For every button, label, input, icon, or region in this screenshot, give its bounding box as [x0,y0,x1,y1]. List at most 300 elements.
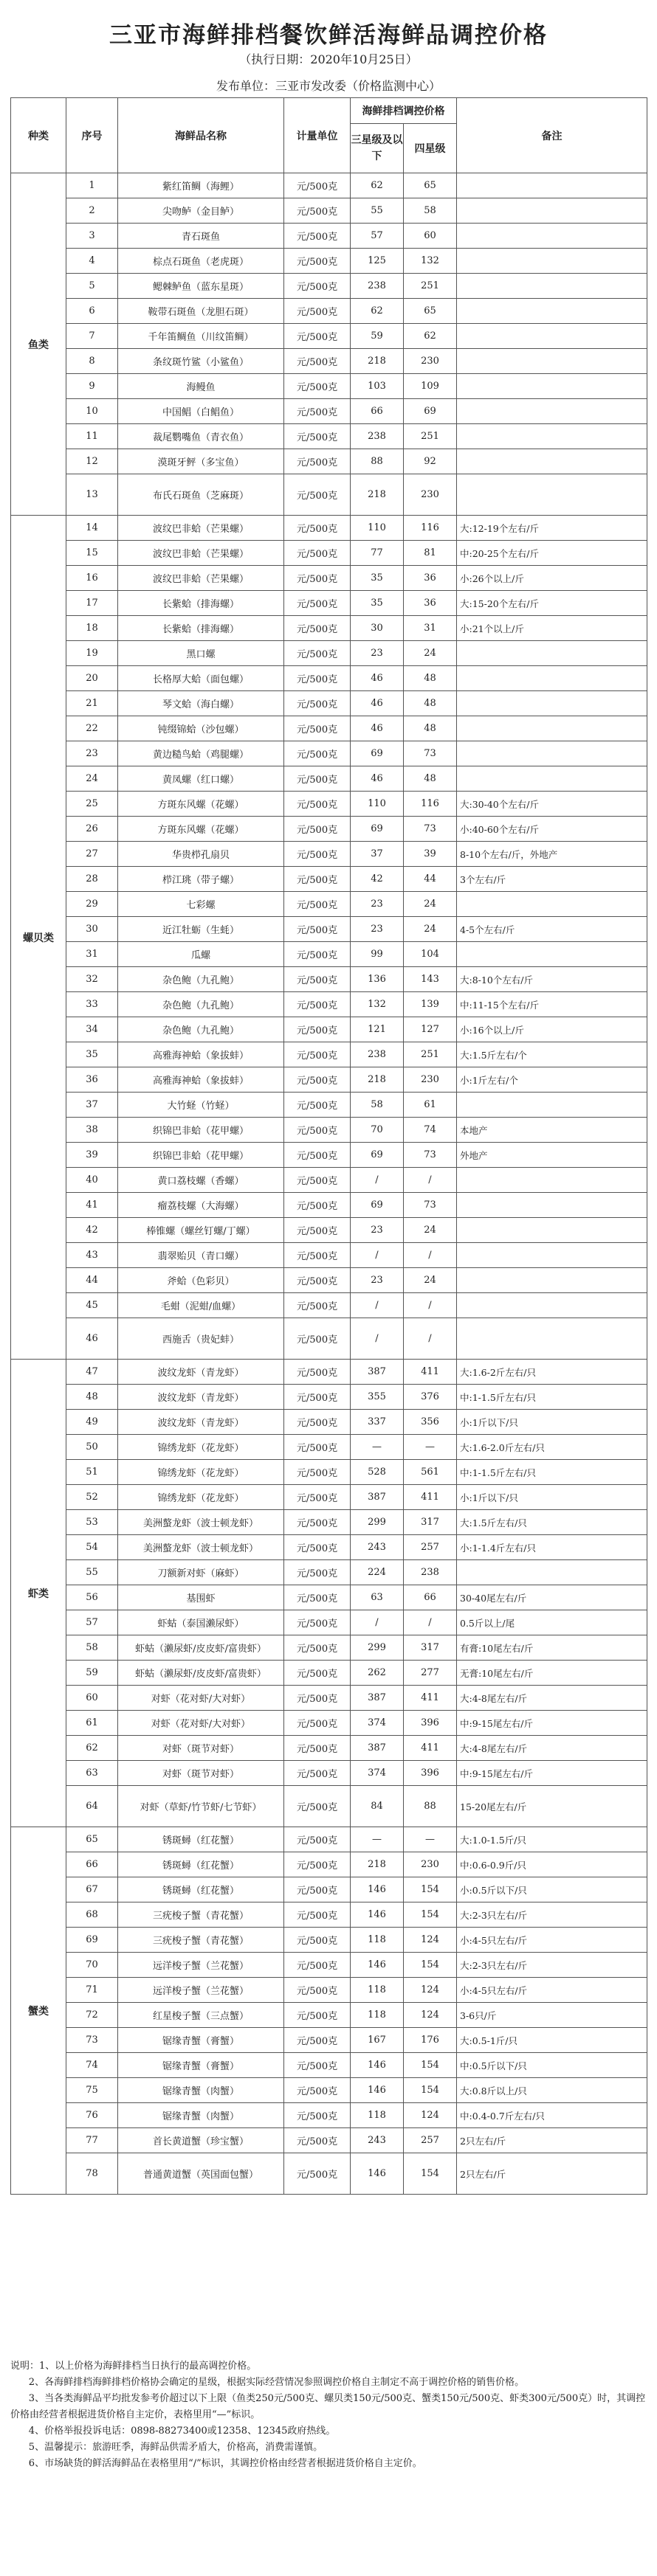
price-tier3: 218 [351,474,404,516]
table-row [11,1168,647,1193]
price-tier4: 124 [404,2103,457,2128]
unit-cell: 元/500克 [284,867,351,892]
row-number: 49 [66,1410,118,1435]
price-tier3: 69 [351,1143,404,1168]
price-tier3: 125 [351,249,404,274]
unit-cell: 元/500克 [284,1902,351,1928]
note-line: 5、温馨提示：旅游旺季，海鲜品供需矛盾大，价格高，消费需谨慎。 [10,2442,323,2453]
category-cell: 鱼类 [11,173,66,516]
price-tier4: 127 [404,1017,457,1042]
price-tier4: 411 [404,1485,457,1510]
publisher: 发布单位：三亚市发改委（价格监测中心） [216,79,441,93]
row-number: 5 [66,274,118,299]
item-name: 锯缘青蟹（膏蟹） [118,2053,284,2078]
row-number: 37 [66,1093,118,1118]
row-number: 2 [66,198,118,224]
price-tier3: 299 [351,1635,404,1661]
row-number: 66 [66,1852,118,1877]
table-row [11,198,647,224]
unit-cell: 元/500克 [284,1067,351,1093]
unit-cell: 元/500克 [284,1786,351,1827]
note-cell: 有膏:10尾左右/斤 [457,1635,647,1661]
row-number: 56 [66,1585,118,1610]
item-name: 波纹龙虾（青龙虾） [118,1410,284,1435]
item-name: 锦绣龙虾（花龙虾） [118,1485,284,1510]
price-tier3: 63 [351,1585,404,1610]
price-tier4: 251 [404,424,457,449]
note-cell: 中:11-15个左右/斤 [457,992,647,1017]
category-cell: 螺贝类 [11,516,66,1360]
price-tier4: 65 [404,299,457,324]
unit-cell: 元/500克 [284,1385,351,1410]
unit-cell: 元/500克 [284,274,351,299]
item-name: 锈斑蟳（红花蟹） [118,1827,284,1852]
table-row [11,374,647,399]
item-name: 黑口螺 [118,641,284,666]
item-name: 钝缀锦蛤（沙包螺） [118,716,284,741]
unit-cell: 元/500克 [284,2103,351,2128]
table-row [11,1661,647,1686]
table-row [11,1535,647,1560]
row-number: 28 [66,867,118,892]
note-cell [457,299,647,324]
unit-cell: 元/500克 [284,474,351,516]
unit-cell: 元/500克 [284,1928,351,1953]
note-cell: 小:40-60个左右/斤 [457,817,647,842]
table-row [11,349,647,374]
table-row [11,224,647,249]
row-number: 14 [66,516,118,541]
price-tier4: 48 [404,716,457,741]
unit-cell: 元/500克 [284,1560,351,1585]
price-tier4: 124 [404,2003,457,2028]
price-table [10,97,647,2195]
row-number: 30 [66,917,118,942]
item-name: 高雅海神蛤（象拔蚌） [118,1042,284,1067]
note-cell: 大:30-40个左右/斤 [457,792,647,817]
note-cell [457,741,647,766]
item-name: 锦绣龙虾（花龙虾） [118,1435,284,1460]
table-row [11,591,647,616]
row-number: 17 [66,591,118,616]
row-number: 68 [66,1902,118,1928]
price-tier4: 154 [404,2153,457,2195]
note-cell [457,1268,647,1293]
price-tier4: 48 [404,666,457,691]
price-tier4: 277 [404,1661,457,1686]
table-row [11,1385,647,1410]
table-row [11,1635,647,1661]
header-no: 序号 [66,98,118,173]
table-row [11,474,647,516]
unit-cell: 元/500克 [284,324,351,349]
price-tier3: 35 [351,566,404,591]
table-row [11,1877,647,1902]
item-name: 远洋梭子蟹（兰花蟹） [118,1978,284,2003]
unit-cell: 元/500克 [284,198,351,224]
table-row [11,1610,647,1635]
price-tier3: / [351,1318,404,1360]
table-row [11,1293,647,1318]
unit-cell: 元/500克 [284,173,351,198]
price-tier4: 24 [404,1268,457,1293]
price-tier4: 74 [404,1118,457,1143]
table-row [11,2028,647,2053]
price-tier3: 62 [351,173,404,198]
item-name: 基围虾 [118,1585,284,1610]
price-tier3: 132 [351,992,404,1017]
price-tier3: 218 [351,1852,404,1877]
table-row [11,424,647,449]
price-tier4: 396 [404,1761,457,1786]
note-cell [457,198,647,224]
price-tier4: 317 [404,1510,457,1535]
unit-cell: 元/500克 [284,1360,351,1385]
item-name: 对虾（花对虾/大对虾） [118,1686,284,1711]
note-cell: 中:0.5斤以下/只 [457,2053,647,2078]
header-note: 备注 [457,98,647,173]
price-tier4: 73 [404,1193,457,1218]
price-tier4: 396 [404,1711,457,1736]
table-row [11,616,647,641]
note-cell: 中:0.4-0.7斤左右/只 [457,2103,647,2128]
table-row [11,1193,647,1218]
item-name: 美洲螯龙虾（波士顿龙虾） [118,1535,284,1560]
table-row [11,867,647,892]
price-tier3: 57 [351,224,404,249]
item-name: 远洋梭子蟹（兰花蟹） [118,1953,284,1978]
row-number: 47 [66,1360,118,1385]
note-cell: 大:4-8尾左右/斤 [457,1736,647,1761]
table-row [11,173,647,198]
price-tier4: 257 [404,1535,457,1560]
table-row [11,2078,647,2103]
row-number: 6 [66,299,118,324]
unit-cell: 元/500克 [284,616,351,641]
item-name: 虾蛄（濑尿虾/皮皮虾/富贵虾） [118,1661,284,1686]
table-row [11,1268,647,1293]
price-tier4: 73 [404,741,457,766]
table-row [11,1560,647,1585]
table-row [11,1510,647,1535]
table-row [11,1928,647,1953]
unit-cell: 元/500克 [284,641,351,666]
unit-cell: 元/500克 [284,666,351,691]
unit-cell: 元/500克 [284,1143,351,1168]
item-name: 青石斑鱼 [118,224,284,249]
unit-cell: 元/500克 [284,2028,351,2053]
price-tier3: 146 [351,1953,404,1978]
price-tier4: 109 [404,374,457,399]
note-cell [457,249,647,274]
note-cell: 中:1-1.5斤左右/只 [457,1460,647,1485]
unit-cell: 元/500克 [284,1510,351,1535]
unit-cell: 元/500克 [284,566,351,591]
price-tier3: 46 [351,766,404,792]
note-cell [457,224,647,249]
row-number: 51 [66,1460,118,1485]
price-tier3: 136 [351,967,404,992]
table-row [11,449,647,474]
table-row [11,1485,647,1510]
item-name: 对虾（斑节对虾） [118,1761,284,1786]
item-name: 漠斑牙鲆（多宝鱼） [118,449,284,474]
price-tier4: 73 [404,1143,457,1168]
price-tier4: 230 [404,349,457,374]
note-cell [457,716,647,741]
table-row [11,1953,647,1978]
price-tier4: 73 [404,817,457,842]
item-name: 波纹巴非蛤（芒果螺） [118,566,284,591]
price-tier3: 224 [351,1560,404,1585]
price-tier3: 58 [351,1093,404,1118]
price-tier3: 23 [351,1218,404,1243]
table-row [11,641,647,666]
price-tier4: 60 [404,224,457,249]
table-row [11,2153,647,2195]
table-row [11,1686,647,1711]
table-row [11,1978,647,2003]
price-tier3: 88 [351,449,404,474]
price-tier4: 92 [404,449,457,474]
item-name: 布氏石斑鱼（芝麻斑） [118,474,284,516]
price-tier3: 55 [351,198,404,224]
row-number: 59 [66,1661,118,1686]
price-tier4: — [404,1827,457,1852]
price-tier3: / [351,1610,404,1635]
price-tier3: 374 [351,1711,404,1736]
price-tier3: 243 [351,1535,404,1560]
note-cell: 小:16个以上/斤 [457,1017,647,1042]
unit-cell: 元/500克 [284,424,351,449]
unit-cell: 元/500克 [284,1661,351,1686]
item-name: 对虾（草虾/竹节虾/七节虾） [118,1786,284,1827]
item-name: 三疣梭子蟹（青花蟹） [118,1928,284,1953]
table-row [11,1786,647,1827]
unit-cell: 元/500克 [284,842,351,867]
item-name: 刀额新对虾（麻虾） [118,1560,284,1585]
category-cell: 蟹类 [11,1827,66,2195]
row-number: 9 [66,374,118,399]
row-number: 45 [66,1293,118,1318]
price-tier3: — [351,1435,404,1460]
table-row [11,967,647,992]
price-tier3: 70 [351,1118,404,1143]
item-name: 琴文蛤（海白螺） [118,691,284,716]
row-number: 40 [66,1168,118,1193]
row-number: 11 [66,424,118,449]
price-tier3: 23 [351,641,404,666]
row-number: 21 [66,691,118,716]
note-cell: 大:1.6-2斤左右/只 [457,1360,647,1385]
price-tier4: 230 [404,474,457,516]
note-cell: 8-10个左右/斤，外地产 [457,842,647,867]
note-cell [457,349,647,374]
table-row [11,1736,647,1761]
item-name: 普通黄道蟹（英国面包蟹） [118,2153,284,2195]
price-tier4: 58 [404,198,457,224]
note-cell: 大:1.6-2.0斤左右/只 [457,1435,647,1460]
table-row [11,716,647,741]
item-name: 尖吻鲈（金目鲈） [118,198,284,224]
row-number: 13 [66,474,118,516]
note-cell: 大:2-3只左右/斤 [457,1953,647,1978]
item-name: 波纹龙虾（青龙虾） [118,1360,284,1385]
notes-section [10,2358,647,2472]
note-cell: 大:8-10个左右/斤 [457,967,647,992]
price-tier3: 69 [351,817,404,842]
row-number: 41 [66,1193,118,1218]
note-cell [457,173,647,198]
unit-cell: 元/500克 [284,967,351,992]
price-tier3: 387 [351,1736,404,1761]
unit-cell: 元/500克 [284,1635,351,1661]
table-row [11,1435,647,1460]
unit-cell: 元/500克 [284,1535,351,1560]
unit-cell: 元/500克 [284,1042,351,1067]
row-number: 60 [66,1686,118,1711]
unit-cell: 元/500克 [284,1293,351,1318]
table-row [11,249,647,274]
item-name: 千年笛鲷鱼（川纹笛鲷） [118,324,284,349]
price-tier4: 230 [404,1067,457,1093]
row-number: 65 [66,1827,118,1852]
unit-cell: 元/500克 [284,1585,351,1610]
note-cell: 中:9-15尾左右/斤 [457,1761,647,1786]
item-name: 三疣梭子蟹（青花蟹） [118,1902,284,1928]
item-name: 锯缘青蟹（肉蟹） [118,2103,284,2128]
price-tier4: 48 [404,766,457,792]
unit-cell: 元/500克 [284,1435,351,1460]
table-row [11,792,647,817]
note-cell: 外地产 [457,1143,647,1168]
price-tier3: 146 [351,1902,404,1928]
table-row [11,741,647,766]
table-row [11,1067,647,1093]
note-line: 2、各海鲜排档海鲜排档价格协会确定的星级，根据实际经营情况参照调控价格自主制定不高于调控价格的销售价格。 [10,2377,525,2388]
note-cell [457,474,647,516]
table-row [11,691,647,716]
note-cell: 小:26个以上/斤 [457,566,647,591]
price-tier3: 218 [351,349,404,374]
table-row [11,1460,647,1485]
item-name: 锯缘青蟹（肉蟹） [118,2078,284,2103]
note-cell [457,1318,647,1360]
item-name: 栉江珧（带子螺） [118,867,284,892]
price-tier3: 42 [351,867,404,892]
unit-cell: 元/500克 [284,1953,351,1978]
price-tier4: 139 [404,992,457,1017]
row-number: 72 [66,2003,118,2028]
table-row [11,1017,647,1042]
price-tier4: 176 [404,2028,457,2053]
item-name: 对虾（花对虾/大对虾） [118,1711,284,1736]
unit-cell: 元/500克 [284,792,351,817]
item-name: 锦绣龙虾（花龙虾） [118,1460,284,1485]
row-number: 53 [66,1510,118,1535]
item-name: 斧蛤（色彩贝） [118,1268,284,1293]
row-number: 19 [66,641,118,666]
price-tier3: 146 [351,2078,404,2103]
price-tier4: 69 [404,399,457,424]
price-tier4: 143 [404,967,457,992]
table-row [11,541,647,566]
price-tier3: 243 [351,2128,404,2153]
item-name: 虾蛄（濑尿虾/皮皮虾/富贵虾） [118,1635,284,1661]
unit-cell: 元/500克 [284,2128,351,2153]
price-tier3: 37 [351,842,404,867]
row-number: 4 [66,249,118,274]
price-tier4: 317 [404,1635,457,1661]
row-number: 67 [66,1877,118,1902]
row-number: 15 [66,541,118,566]
unit-cell: 元/500克 [284,1877,351,1902]
note-cell: 4-5个左右/斤 [457,917,647,942]
note-line: 4、价格举报投诉电话：0898-88273400或12358、12345政府热线。 [10,2426,336,2437]
execution-date: （执行日期：2020年10月25日） [239,52,418,66]
row-number: 23 [66,741,118,766]
note-cell [457,274,647,299]
item-name: 锈斑蟳（红花蟹） [118,1852,284,1877]
table-row [11,1902,647,1928]
note-cell [457,324,647,349]
header-tier4: 四星级 [404,124,457,173]
row-number: 69 [66,1928,118,1953]
note-cell [457,1218,647,1243]
item-name: 鞍带石斑鱼（龙胆石斑） [118,299,284,324]
item-name: 美洲螯龙虾（波士顿龙虾） [118,1510,284,1535]
price-tier3: 167 [351,2028,404,2053]
note-cell: 中:0.6-0.9斤/只 [457,1852,647,1877]
price-tier3: 77 [351,541,404,566]
unit-cell: 元/500克 [284,1093,351,1118]
unit-cell: 元/500克 [284,1218,351,1243]
table-row [11,992,647,1017]
item-name: 中国鲳（白鲳鱼） [118,399,284,424]
note-cell [457,1093,647,1118]
unit-cell: 元/500克 [284,249,351,274]
price-tier3: 69 [351,741,404,766]
unit-cell: 元/500克 [284,1118,351,1143]
row-number: 78 [66,2153,118,2195]
price-tier3: 30 [351,616,404,641]
price-tier4: 36 [404,591,457,616]
row-number: 50 [66,1435,118,1460]
price-tier4: 24 [404,641,457,666]
item-name: 红星梭子蟹（三点蟹） [118,2003,284,2028]
note-cell [457,374,647,399]
unit-cell: 元/500克 [284,591,351,616]
price-tier3: — [351,1827,404,1852]
price-tier3: 103 [351,374,404,399]
unit-cell: 元/500克 [284,817,351,842]
price-tier3: 118 [351,2103,404,2128]
table-body [11,173,647,2195]
unit-cell: 元/500克 [284,1852,351,1877]
item-name: 高雅海神蛤（象拔蚌） [118,1067,284,1093]
item-name: 毛蚶（泥蚶/血螺） [118,1293,284,1318]
row-number: 54 [66,1535,118,1560]
row-number: 1 [66,173,118,198]
unit-cell: 元/500克 [284,541,351,566]
price-tier4: 411 [404,1360,457,1385]
note-cell: 大:2-3只左右/斤 [457,1902,647,1928]
unit-cell: 元/500克 [284,2078,351,2103]
unit-cell: 元/500克 [284,1686,351,1711]
unit-cell: 元/500克 [284,1243,351,1268]
price-tier4: / [404,1293,457,1318]
row-number: 46 [66,1318,118,1360]
